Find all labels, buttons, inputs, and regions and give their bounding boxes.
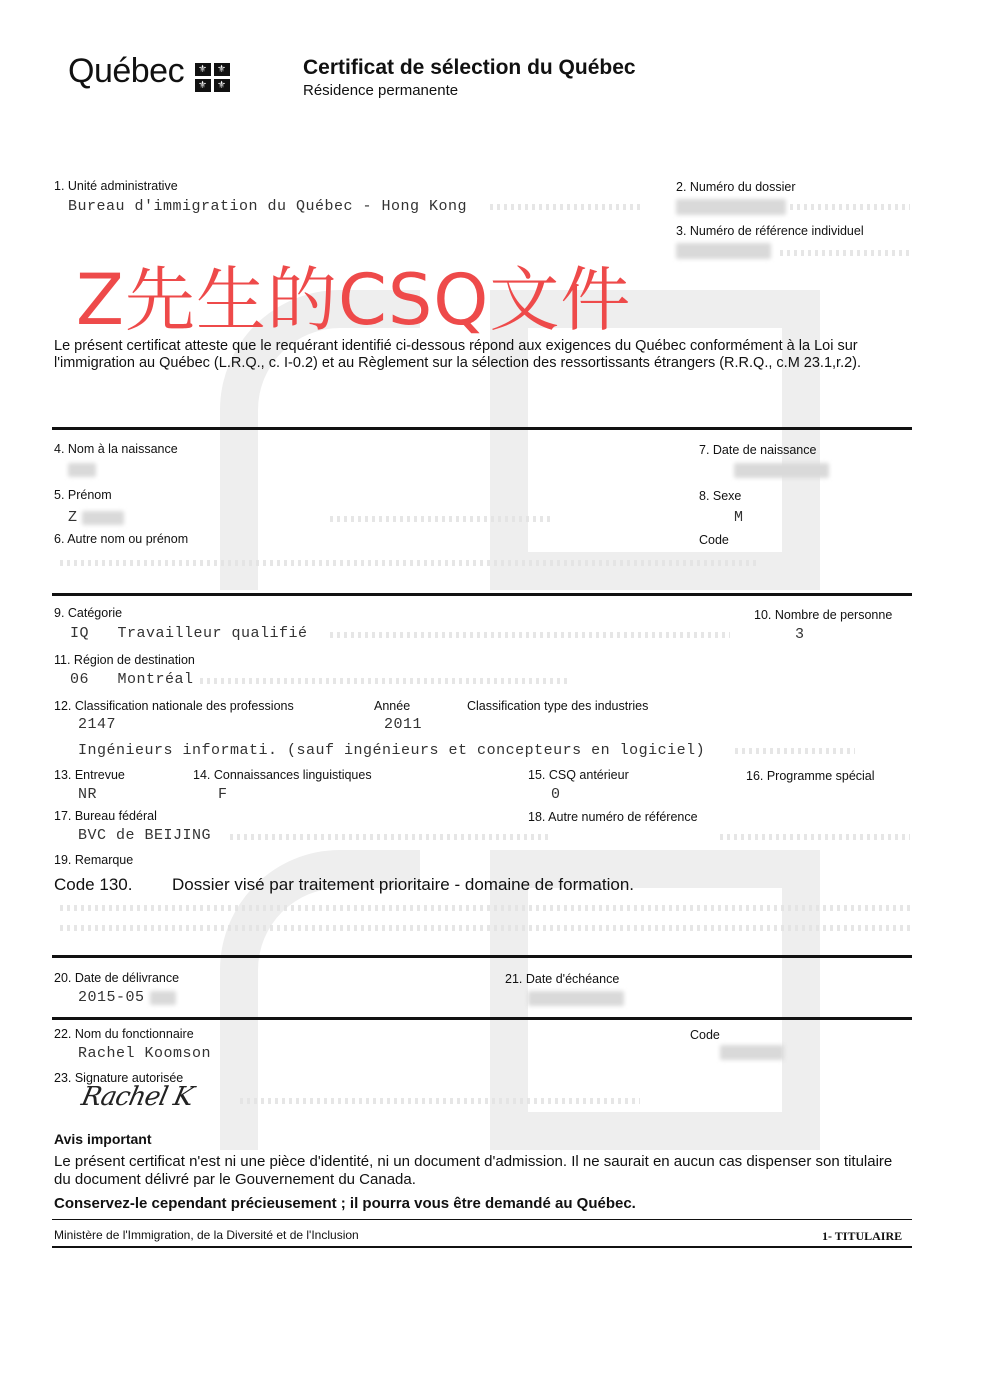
field-17-value: BVC de BEIJING	[78, 827, 212, 844]
redacted-dossier-number	[676, 199, 786, 215]
field-9-label: 9. Catégorie	[54, 606, 123, 620]
ministere-name: Ministère de l'Immigration, de la Diversité et de l'Inclusion	[54, 1228, 359, 1242]
signature: Rachel K	[78, 1082, 196, 1112]
footer-divider	[52, 1219, 912, 1220]
redacted-birth-name	[68, 463, 96, 477]
field-1-label: 1. Unité administrative	[54, 179, 178, 193]
annee-value: 2011	[384, 716, 423, 733]
watermark	[200, 270, 860, 1300]
field-22-value: Rachel Koomson	[78, 1045, 212, 1062]
section-divider	[52, 427, 912, 430]
field-18-label: 18. Autre numéro de référence	[528, 810, 698, 824]
overlay-caption: Z先生的CSQ文件	[76, 259, 632, 341]
field-23-label: 23. Signature autorisée	[54, 1071, 184, 1085]
field-10-label: 10. Nombre de personne	[754, 608, 893, 622]
scan-noise	[60, 905, 910, 911]
profession-value: Ingénieurs informati. (sauf ingénieurs et concepteurs en logiciel)	[78, 742, 706, 759]
field-14-label: 14. Connaissances linguistiques	[193, 768, 372, 782]
scan-noise	[780, 250, 910, 256]
field-12-label: 12. Classification nationale des professions	[54, 699, 294, 713]
redacted-first-name	[82, 511, 124, 525]
field-5-label: 5. Prénom	[54, 488, 112, 502]
field-6-label: 6. Autre nom ou prénom	[54, 532, 189, 546]
field-22-label: 22. Nom du fonctionnaire	[54, 1027, 194, 1041]
scan-noise	[60, 560, 760, 566]
scan-noise	[230, 834, 550, 840]
document-title: Certificat de sélection du Québec	[303, 56, 636, 79]
field-20-value: 2015-05	[78, 989, 145, 1006]
field-2-label: 2. Numéro du dossier	[676, 180, 796, 194]
footer-divider-bottom	[52, 1246, 912, 1248]
field-7-label: 7. Date de naissance	[699, 443, 817, 457]
document-subtitle: Résidence permanente	[303, 82, 459, 99]
field-16-label: 16. Programme spécial	[746, 769, 875, 783]
section-divider	[52, 593, 912, 596]
copy-label: 1- TITULAIRE	[822, 1229, 903, 1243]
field-5-value: Z	[68, 509, 78, 526]
avis-bold-note: Conservez-le cependant précieusement ; il pourra vous être demandé au Québec.	[54, 1195, 636, 1212]
field-4-label: 4. Nom à la naissance	[54, 442, 178, 456]
redacted-issue-day	[150, 991, 176, 1005]
scan-noise	[240, 1098, 640, 1104]
scan-noise	[330, 516, 550, 522]
field-9-value: IQ Travailleur qualifié	[70, 625, 308, 642]
cti-label: Classification type des industries	[467, 699, 649, 713]
quebec-logo	[68, 52, 230, 92]
fleur-de-lis-flag-icon: ⚜ ⚜ ⚜ ⚜	[195, 63, 230, 92]
field-21-label: 21. Date d'échéance	[505, 972, 620, 986]
scan-noise	[330, 632, 730, 638]
logo-wordmark: Québec	[68, 52, 185, 90]
redacted-reference-number	[676, 243, 771, 259]
section-divider	[52, 1017, 912, 1020]
field-13-label: 13. Entrevue	[54, 768, 125, 782]
field-13-value: NR	[78, 786, 98, 803]
code-22-label: Code	[690, 1028, 720, 1042]
field-10-value: 3	[795, 626, 805, 643]
redacted-birth-date	[734, 463, 829, 478]
avis-title: Avis important	[54, 1131, 152, 1147]
field-8-value: M	[734, 509, 744, 526]
field-11-value: 06 Montréal	[70, 671, 194, 688]
field-3-label: 3. Numéro de référence individuel	[676, 224, 864, 238]
section-divider	[52, 955, 912, 958]
intro-paragraph: Le présent certificat atteste que le requérant identifié ci-dessous répond aux exigences du Québec conformément à la Loi sur l'immigration au Québec (L.R.Q., c. I-0.2) et au Règlement sur la sélection des ressortissants étrangers (R.R.Q., c.M 23.1,r.2).	[54, 338, 862, 371]
field-20-label: 20. Date de délivrance	[54, 971, 180, 985]
scan-noise	[60, 925, 910, 931]
scan-noise	[490, 204, 640, 210]
code-label: Code	[699, 533, 729, 547]
field-15-label: 15. CSQ antérieur	[528, 768, 629, 782]
avis-text: Le présent certificat n'est ni une pièce d'identité, ni un document d'admission. Il ne saurait en aucun cas dispenser son titulaire du document délivré par le Gouvernement du Canada.	[54, 1153, 893, 1188]
redacted-officer-code	[720, 1045, 784, 1060]
field-8-label: 8. Sexe	[699, 489, 742, 503]
field-19-value: Dossier visé par traitement prioritaire - domaine de formation.	[172, 875, 635, 894]
field-12-value: 2147	[78, 716, 117, 733]
field-11-label: 11. Région de destination	[54, 653, 195, 667]
field-15-value: 0	[551, 786, 561, 803]
field-19-label: 19. Remarque	[54, 853, 134, 867]
scan-noise	[735, 748, 855, 754]
scan-noise	[790, 204, 910, 210]
scan-noise	[200, 678, 570, 684]
field-19-code: Code 130.	[54, 875, 133, 894]
field-1-value: Bureau d'immigration du Québec - Hong Kong	[68, 198, 468, 215]
redacted-expiry-date	[528, 991, 624, 1006]
scan-noise	[720, 834, 910, 840]
field-17-label: 17. Bureau fédéral	[54, 809, 157, 823]
field-14-value: F	[218, 786, 228, 803]
annee-label: Année	[374, 699, 411, 713]
